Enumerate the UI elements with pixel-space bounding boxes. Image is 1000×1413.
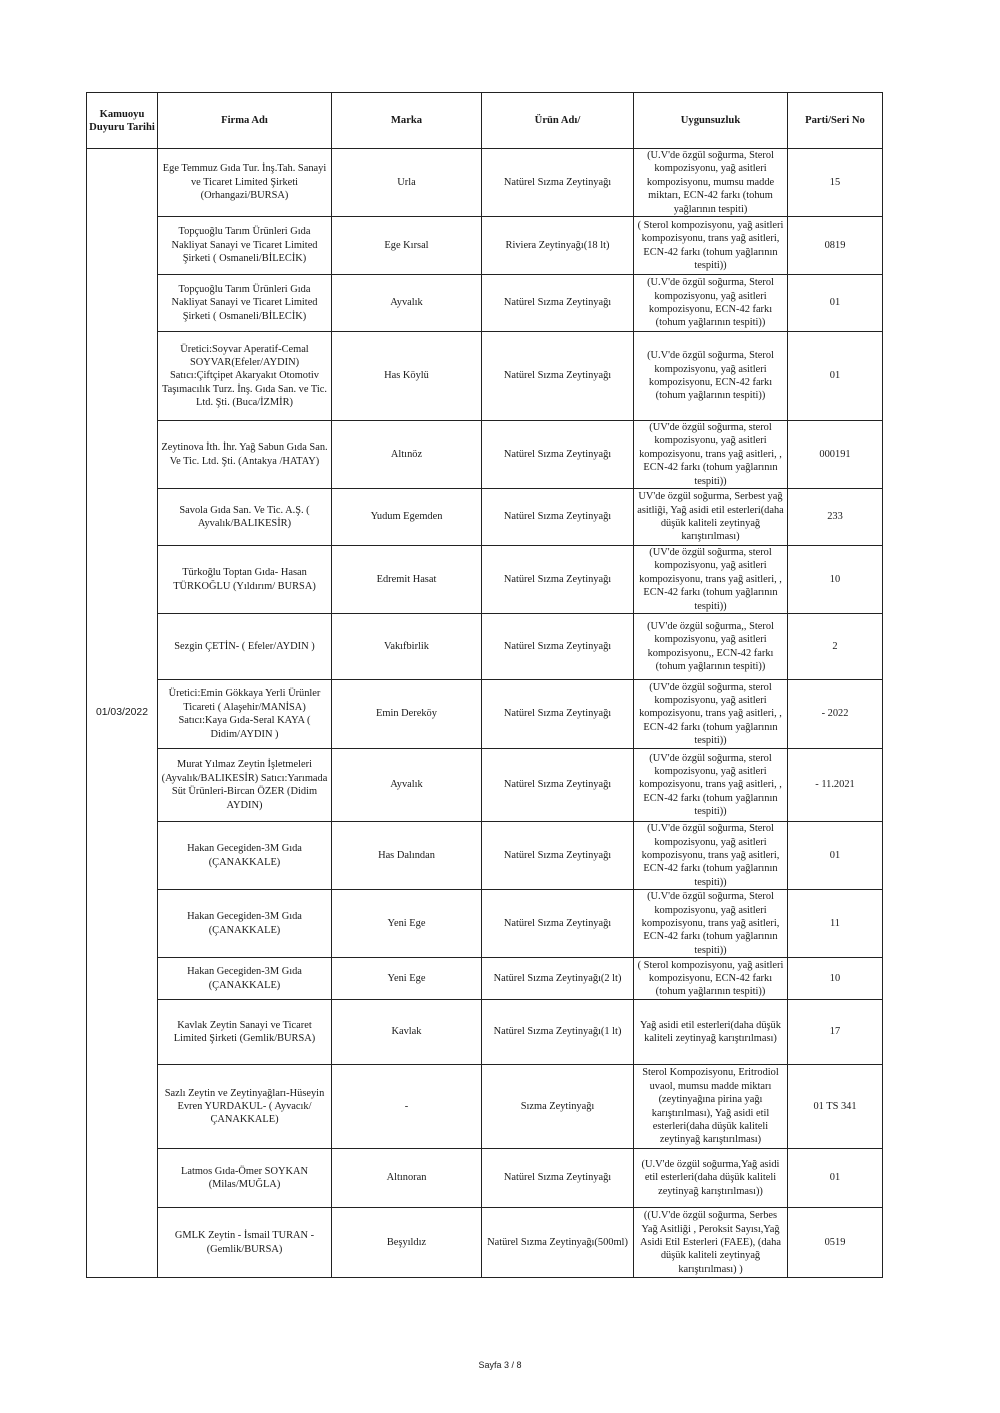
table-row bbox=[87, 1065, 883, 1149]
lot-cell: - 2022 bbox=[788, 680, 883, 749]
table-row bbox=[87, 822, 883, 890]
lot-cell: 01 bbox=[788, 332, 883, 421]
lot-cell: 0519 bbox=[788, 1208, 883, 1278]
nonconformity-cell: ( Sterol kompozisyonu, yağ asitleri kompozisyonu, ECN-42 farkı (tohum yağlarının tespiti)) bbox=[634, 958, 788, 1000]
header-product-name: Ürün Adı/ bbox=[482, 93, 634, 149]
lot-cell: 15 bbox=[788, 149, 883, 217]
nonconformity-cell: (UV'de özgül soğurma, sterol kompozisyonu, yağ asitleri kompozisyonu, trans yağ asitleri, , ECN-42 farkı (tohum yağlarının tespiti)) bbox=[634, 749, 788, 822]
firm-cell: Sezgin ÇETİN- ( Efeler/AYDIN ) bbox=[158, 614, 332, 680]
header-nonconformity: Uygunsuzluk bbox=[634, 93, 788, 149]
table-row bbox=[87, 421, 883, 489]
lot-cell: 01 bbox=[788, 1149, 883, 1208]
document-sheet bbox=[86, 92, 882, 1278]
firm-cell: Kavlak Zeytin Sanayi ve Ticaret Limited Şirketi (Gemlik/BURSA) bbox=[158, 1000, 332, 1065]
product-cell: Natürel Sızma Zeytinyağı bbox=[482, 680, 634, 749]
header-row bbox=[87, 93, 883, 149]
product-cell: Natürel Sızma Zeytinyağı(1 lt) bbox=[482, 1000, 634, 1065]
page-number: Sayfa 3 / 8 bbox=[478, 1360, 522, 1370]
brand-cell: - bbox=[332, 1065, 482, 1149]
nonconformity-cell: ( Sterol kompozisyonu, yağ asitleri kompozisyonu, trans yağ asitleri, ECN-42 farkı (tohum yağlarının tespiti)) bbox=[634, 217, 788, 275]
nonconformity-cell: (U.V'de özgül soğurma, Sterol kompozisyonu, yağ asitleri kompozisyonu, ECN-42 farkı (tohum yağlarının tespiti)) bbox=[634, 275, 788, 332]
nonconformity-cell: Sterol Kompozisyonu, Eritrodiol uvaol, mumsu madde miktarı (zeytinyağına pirina yağı karıştırılması), Yağ asidi etil esterleri(daha düşük kaliteli zeytinyağ karıştırılması) bbox=[634, 1065, 788, 1149]
brand-cell: Urla bbox=[332, 149, 482, 217]
brand-cell: Beşyıldız bbox=[332, 1208, 482, 1278]
table-row bbox=[87, 217, 883, 275]
announcement-date-cell: 01/03/2022 bbox=[87, 149, 158, 1278]
brand-cell: Has Dalından bbox=[332, 822, 482, 890]
firm-cell: Savola Gıda San. Ve Tic. A.Ş. ( Ayvalık/BALIKESİR) bbox=[158, 489, 332, 546]
nonconformity-cell: ((U.V'de özgül soğurma, Serbes Yağ Asitliği , Peroksit Sayısı,Yağ Asidi Etil Esterleri (FAEE), (daha düşük kaliteli zeytinyağ karıştırılması) ) bbox=[634, 1208, 788, 1278]
lot-cell: 0819 bbox=[788, 217, 883, 275]
brand-cell: Vakıfbirlik bbox=[332, 614, 482, 680]
lot-cell: 2 bbox=[788, 614, 883, 680]
lot-cell: 11 bbox=[788, 890, 883, 958]
nonconformity-cell: (UV'de özgül soğurma, sterol kompozisyonu, yağ asitleri kompozisyonu, trans yağ asitleri, , ECN-42 farkı (tohum yağlarının tespiti)) bbox=[634, 421, 788, 489]
nonconformity-cell: (U.V'de özgül soğurma, Sterol kompozisyonu, yağ asitleri kompozisyonu, trans yağ asitleri, ECN-42 farkı (tohum yağlarının tespiti)) bbox=[634, 822, 788, 890]
brand-cell: Kavlak bbox=[332, 1000, 482, 1065]
product-cell: Natürel Sızma Zeytinyağı bbox=[482, 890, 634, 958]
firm-cell: Murat Yılmaz Zeytin İşletmeleri (Ayvalık/BALIKESİR) Satıcı:Yarımada Süt Ürünleri-Bircan ÖZER (Didim AYDIN) bbox=[158, 749, 332, 822]
product-cell: Natürel Sızma Zeytinyağı bbox=[482, 546, 634, 614]
product-cell: Natürel Sızma Zeytinyağı bbox=[482, 614, 634, 680]
product-cell: Natürel Sızma Zeytinyağı bbox=[482, 275, 634, 332]
firm-cell: Hakan Gecegiden-3M Gıda (ÇANAKKALE) bbox=[158, 958, 332, 1000]
lot-cell: 01 TS 341 bbox=[788, 1065, 883, 1149]
firm-cell: Hakan Gecegiden-3M Gıda (ÇANAKKALE) bbox=[158, 822, 332, 890]
product-cell: Natürel Sızma Zeytinyağı(2 lt) bbox=[482, 958, 634, 1000]
product-cell: Natürel Sızma Zeytinyağı bbox=[482, 1149, 634, 1208]
brand-cell: Yeni Ege bbox=[332, 890, 482, 958]
firm-cell: Ege Temmuz Gıda Tur. İnş.Tah. Sanayi ve Ticaret Limited Şirketi (Orhangazi/BURSA) bbox=[158, 149, 332, 217]
product-cell: Natürel Sızma Zeytinyağı bbox=[482, 489, 634, 546]
table-row bbox=[87, 614, 883, 680]
brand-cell: Altınöz bbox=[332, 421, 482, 489]
brand-cell: Ege Kırsal bbox=[332, 217, 482, 275]
header-brand: Marka bbox=[332, 93, 482, 149]
table-row bbox=[87, 890, 883, 958]
lot-cell: 10 bbox=[788, 958, 883, 1000]
firm-cell: Topçuoğlu Tarım Ürünleri Gıda Nakliyat Sanayi ve Ticaret Limited Şirketi ( Osmaneli/BİLECİK) bbox=[158, 275, 332, 332]
product-cell: Natürel Sızma Zeytinyağı(500ml) bbox=[482, 1208, 634, 1278]
table-row bbox=[87, 1208, 883, 1278]
header-lot-number: Parti/Seri No bbox=[788, 93, 883, 149]
table-row bbox=[87, 749, 883, 822]
table-row bbox=[87, 546, 883, 614]
table-row bbox=[87, 275, 883, 332]
nonconformity-cell: (U.V'de özgül soğurma, Sterol kompozisyonu, yağ asitleri kompozisyonu, trans yağ asitleri, ECN-42 farkı (tohum yağlarının tespiti)) bbox=[634, 890, 788, 958]
lot-cell: 000191 bbox=[788, 421, 883, 489]
brand-cell: Emin Dereköy bbox=[332, 680, 482, 749]
table-row bbox=[87, 1000, 883, 1065]
firm-cell: GMLK Zeytin - İsmail TURAN - (Gemlik/BURSA) bbox=[158, 1208, 332, 1278]
nonconformity-cell: (UV'de özgül soğurma,, Sterol kompozisyonu, yağ asitleri kompozisyonu,, ECN-42 farkı (tohum yağlarının tespiti)) bbox=[634, 614, 788, 680]
table-row bbox=[87, 489, 883, 546]
table-row bbox=[87, 149, 883, 217]
lot-cell: 01 bbox=[788, 822, 883, 890]
product-cell: Riviera Zeytinyağı(18 lt) bbox=[482, 217, 634, 275]
firm-cell: Topçuoğlu Tarım Ürünleri Gıda Nakliyat Sanayi ve Ticaret Limited Şirketi ( Osmaneli/BİLECİK) bbox=[158, 217, 332, 275]
nonconformity-table bbox=[86, 92, 883, 1278]
nonconformity-cell: (U.V'de özgül soğurma, Sterol kompozisyonu, yağ asitleri kompozisyonu, mumsu madde miktarı, ECN-42 farkı (tohum yağlarının tespiti) bbox=[634, 149, 788, 217]
nonconformity-cell: (UV'de özgül soğurma, sterol kompozisyonu, yağ asitleri kompozisyonu, trans yağ asitleri, , ECN-42 farkı (tohum yağlarının tespiti)) bbox=[634, 546, 788, 614]
nonconformity-cell: (U.V'de özgül soğurma, Sterol kompozisyonu, yağ asitleri kompozisyonu, ECN-42 farkı (tohum yağlarının tespiti)) bbox=[634, 332, 788, 421]
brand-cell: Ayvalık bbox=[332, 275, 482, 332]
nonconformity-cell: (U.V'de özgül soğurma,Yağ asidi etil esterleri(daha düşük kaliteli zeytinyağ karıştırılması)) bbox=[634, 1149, 788, 1208]
firm-cell: Hakan Gecegiden-3M Gıda (ÇANAKKALE) bbox=[158, 890, 332, 958]
firm-cell: Sazlı Zeytin ve Zeytinyağları-Hüseyin Evren YURDAKUL- ( Ayvacık/ÇANAKKALE) bbox=[158, 1065, 332, 1149]
brand-cell: Ayvalık bbox=[332, 749, 482, 822]
firm-cell: Üretici:Emin Gökkaya Yerli Ürünler Ticareti ( Alaşehir/MANİSA) Satıcı:Kaya Gıda-Seral KAYA ( Didim/AYDIN ) bbox=[158, 680, 332, 749]
brand-cell: Altınoran bbox=[332, 1149, 482, 1208]
lot-cell: 233 bbox=[788, 489, 883, 546]
product-cell: Natürel Sızma Zeytinyağı bbox=[482, 149, 634, 217]
firm-cell: Zeytinova İth. İhr. Yağ Sabun Gıda San. Ve Tic. Ltd. Şti. (Antakya /HATAY) bbox=[158, 421, 332, 489]
product-cell: Natürel Sızma Zeytinyağı bbox=[482, 332, 634, 421]
table-row bbox=[87, 332, 883, 421]
nonconformity-cell: Yağ asidi etil esterleri(daha düşük kaliteli zeytinyağ karıştırılması) bbox=[634, 1000, 788, 1065]
header-firm-name: Firma Adı bbox=[158, 93, 332, 149]
header-announcement-date: Kamuoyu Duyuru Tarihi bbox=[87, 93, 158, 149]
firm-cell: Latmos Gıda-Ömer SOYKAN (Milas/MUĞLA) bbox=[158, 1149, 332, 1208]
table-row bbox=[87, 680, 883, 749]
lot-cell: 10 bbox=[788, 546, 883, 614]
brand-cell: Has Köylü bbox=[332, 332, 482, 421]
table-row bbox=[87, 958, 883, 1000]
product-cell: Sızma Zeytinyağı bbox=[482, 1065, 634, 1149]
product-cell: Natürel Sızma Zeytinyağı bbox=[482, 822, 634, 890]
lot-cell: 01 bbox=[788, 275, 883, 332]
brand-cell: Yeni Ege bbox=[332, 958, 482, 1000]
lot-cell: 17 bbox=[788, 1000, 883, 1065]
nonconformity-cell: (UV'de özgül soğurma, sterol kompozisyonu, yağ asitleri kompozisyonu, trans yağ asitleri, , ECN-42 farkı (tohum yağlarının tespiti)) bbox=[634, 680, 788, 749]
brand-cell: Edremit Hasat bbox=[332, 546, 482, 614]
brand-cell: Yudum Egemden bbox=[332, 489, 482, 546]
nonconformity-cell: UV'de özgül soğurma, Serbest yağ asitliği, Yağ asidi etil esterleri(daha düşük kaliteli zeytinyağ karıştırılması) bbox=[634, 489, 788, 546]
table-row bbox=[87, 1149, 883, 1208]
firm-cell: Türkoğlu Toptan Gıda- Hasan TÜRKOĞLU (Yıldırım/ BURSA) bbox=[158, 546, 332, 614]
product-cell: Natürel Sızma Zeytinyağı bbox=[482, 749, 634, 822]
firm-cell: Üretici:Soyvar Aperatif-Cemal SOYVAR(Efeler/AYDIN) Satıcı:Çiftçipet Akaryakıt Otomotiv Taşımacılık Turz. İnş. Gıda San. ve Tic. Ltd. Şti. (Buca/İZMİR) bbox=[158, 332, 332, 421]
lot-cell: - 11.2021 bbox=[788, 749, 883, 822]
product-cell: Natürel Sızma Zeytinyağı bbox=[482, 421, 634, 489]
